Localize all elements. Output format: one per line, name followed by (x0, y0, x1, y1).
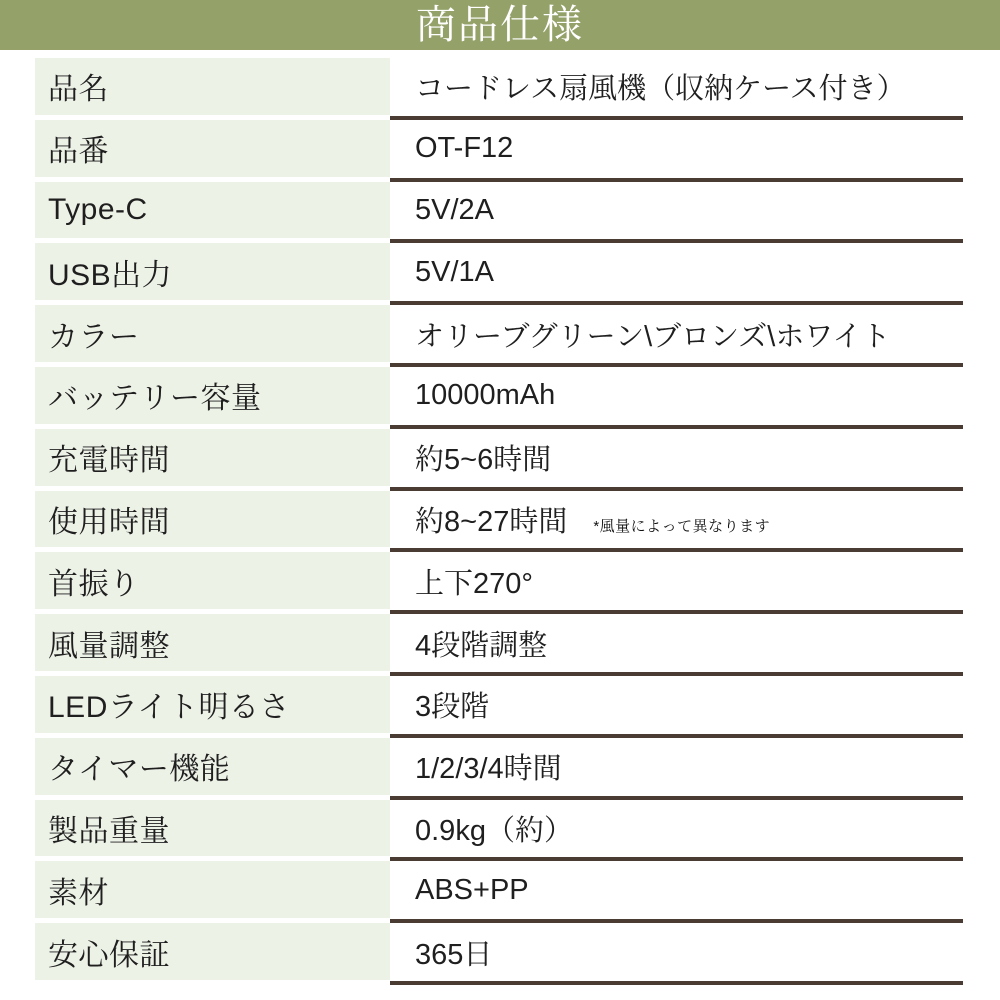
spec-label: 製品重量 (35, 800, 390, 862)
spec-value: 365日 (415, 938, 493, 971)
table-row (35, 305, 963, 367)
spec-label: カラー (35, 305, 390, 367)
spec-table (35, 58, 963, 985)
table-row (35, 676, 963, 738)
table-row (35, 861, 963, 923)
table-row (35, 182, 963, 244)
table-row (35, 243, 963, 305)
table-row (35, 614, 963, 676)
table-row (35, 367, 963, 429)
spec-label: バッテリー容量 (35, 367, 390, 429)
spec-value: 約5~6時間 (415, 444, 552, 477)
table-row (35, 923, 963, 985)
spec-value: 5V/2A (415, 193, 494, 226)
spec-value: オリーブグリーン\ブロンズ\ホワイト (415, 320, 891, 353)
spec-value: 3段階 (415, 691, 490, 724)
page-header (0, 0, 1000, 50)
spec-value: OT-F12 (415, 132, 514, 165)
spec-value: 約8~27時間 (415, 505, 568, 538)
spec-label: 品番 (35, 120, 390, 182)
spec-label: 安心保証 (35, 923, 390, 985)
table-row (35, 738, 963, 800)
spec-value: 上下270° (415, 567, 533, 600)
spec-label: 使用時間 (35, 491, 390, 553)
spec-label: USB出力 (35, 243, 390, 305)
table-row (35, 800, 963, 862)
spec-value: 1/2/3/4時間 (415, 753, 562, 786)
spec-value: 5V/1A (415, 255, 494, 288)
spec-value: 0.9kg（約） (415, 814, 573, 847)
spec-value: ABS+PP (415, 873, 529, 906)
table-row (35, 58, 963, 120)
spec-label: LEDライト明るさ (35, 676, 390, 738)
table-row (35, 552, 963, 614)
spec-label: 充電時間 (35, 429, 390, 491)
spec-label: 素材 (35, 861, 390, 923)
spec-label: Type-C (35, 182, 390, 244)
spec-label: 首振り (35, 552, 390, 614)
spec-value: コードレス扇風機（収納ケース付き） (415, 73, 906, 106)
table-row (35, 491, 963, 553)
spec-label: 風量調整 (35, 614, 390, 676)
table-row (35, 429, 963, 491)
spec-value: 4段階調整 (415, 629, 548, 662)
spec-value: 10000mAh (415, 379, 556, 412)
spec-label: タイマー機能 (35, 738, 390, 800)
spec-label: 品名 (35, 58, 390, 120)
table-row (35, 120, 963, 182)
spec-note: *風量によって異なります (593, 517, 771, 535)
page-title: 商品仕様 (416, 3, 584, 47)
